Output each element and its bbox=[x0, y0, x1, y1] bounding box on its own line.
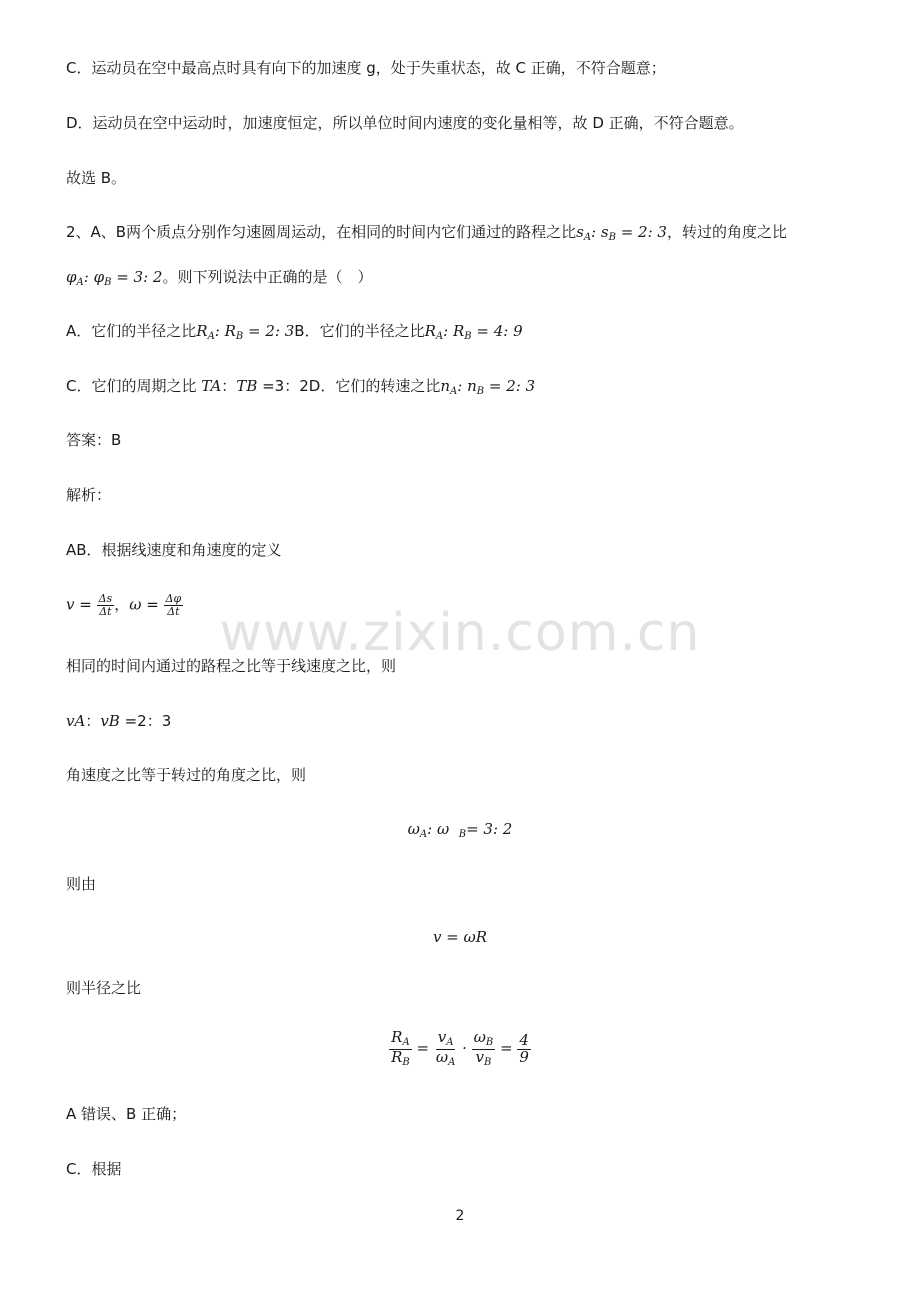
path-ratio: $s_A$: $s_B = 2$: 3 bbox=[576, 223, 667, 243]
question-2-tail: 。则下列说法中正确的是（ ） bbox=[162, 268, 373, 286]
question-2-text: 2、A、B两个质点分别作匀速圆周运动，在相同的时间内它们通过的路程之比 bbox=[66, 223, 577, 241]
question-2-line-1 bbox=[66, 222, 787, 248]
question-2-text-b: ，转过的角度之比 bbox=[666, 223, 787, 241]
option-c-text: C．它们的周期之比 bbox=[66, 377, 197, 395]
a-wrong-b-right: A 错误、B 正确； bbox=[66, 1105, 187, 1123]
choose-answer: 故选 B。 bbox=[66, 169, 127, 187]
option-b-value: $R_A$: $R_B = 4$: 9 bbox=[424, 322, 523, 342]
then-from: 则由 bbox=[66, 875, 97, 893]
option-d-value: $n_A$: $n_B = 2$: 3 bbox=[440, 377, 536, 397]
same-time-text: 相同的时间内通过的路程之比等于线速度之比，则 bbox=[66, 657, 397, 675]
question-2-line-2 bbox=[66, 267, 372, 293]
option-d-previous: D．运动员在空中运动时，加速度恒定，所以单位时间内速度的变化量相等，故 D 正确，不符合题意。 bbox=[66, 114, 744, 132]
omega-ratio: $\omega_A$: ω $_B$= 3: 2 bbox=[407, 820, 513, 840]
definition-formulas: v = $\frac{\Delta s}{\Delta t}$ ，ω = $\frac{\Delta\varphi}{\Delta t}$ bbox=[66, 592, 182, 618]
velocity-ratio: vA：vB =2：3 bbox=[66, 712, 172, 730]
option-c-value: TA bbox=[201, 377, 222, 395]
option-a-value: $R_A$: $R_B = 2$: 3 bbox=[196, 322, 295, 342]
option-d-text: D．它们的转速之比 bbox=[308, 377, 441, 395]
option-a-text: A．它们的半径之比 bbox=[66, 322, 197, 340]
ab-definition: AB．根据线速度和角速度的定义 bbox=[66, 541, 282, 559]
analysis-label: 解析： bbox=[66, 486, 112, 504]
option-c-previous: C．运动员在空中最高点时具有向下的加速度 g，处于失重状态，故 C 正确，不符合题意； bbox=[66, 59, 666, 77]
angle-ratio: $\varphi_A$: $\varphi_B = 3$: 2 bbox=[66, 268, 163, 288]
option-b-text: B．它们的半径之比 bbox=[294, 322, 425, 340]
options-ab bbox=[66, 321, 523, 347]
c-basis: C．根据 bbox=[66, 1160, 122, 1178]
answer: 答案：B bbox=[66, 431, 122, 449]
options-cd: C．它们的周期之比 TA：TB =3：2D．它们的转速之比$n_A$: $n_B = 2$: 3 bbox=[66, 377, 536, 397]
angle-ratio-text: 角速度之比等于转过的角度之比，则 bbox=[66, 766, 307, 784]
page-number: 2 bbox=[455, 1208, 465, 1224]
radius-ratio-formula: $\frac{R_A}{R_B}$ = $\frac{v_A}{\omega_A}$ · $\frac{\omega_B}{v_B}$ = $\frac{4}{9}$ bbox=[391, 1028, 529, 1068]
v-omega-r: v = ωR bbox=[432, 928, 488, 946]
watermark: www.zixin.com.cn bbox=[219, 603, 701, 663]
radius-ratio-text: 则半径之比 bbox=[66, 979, 142, 997]
